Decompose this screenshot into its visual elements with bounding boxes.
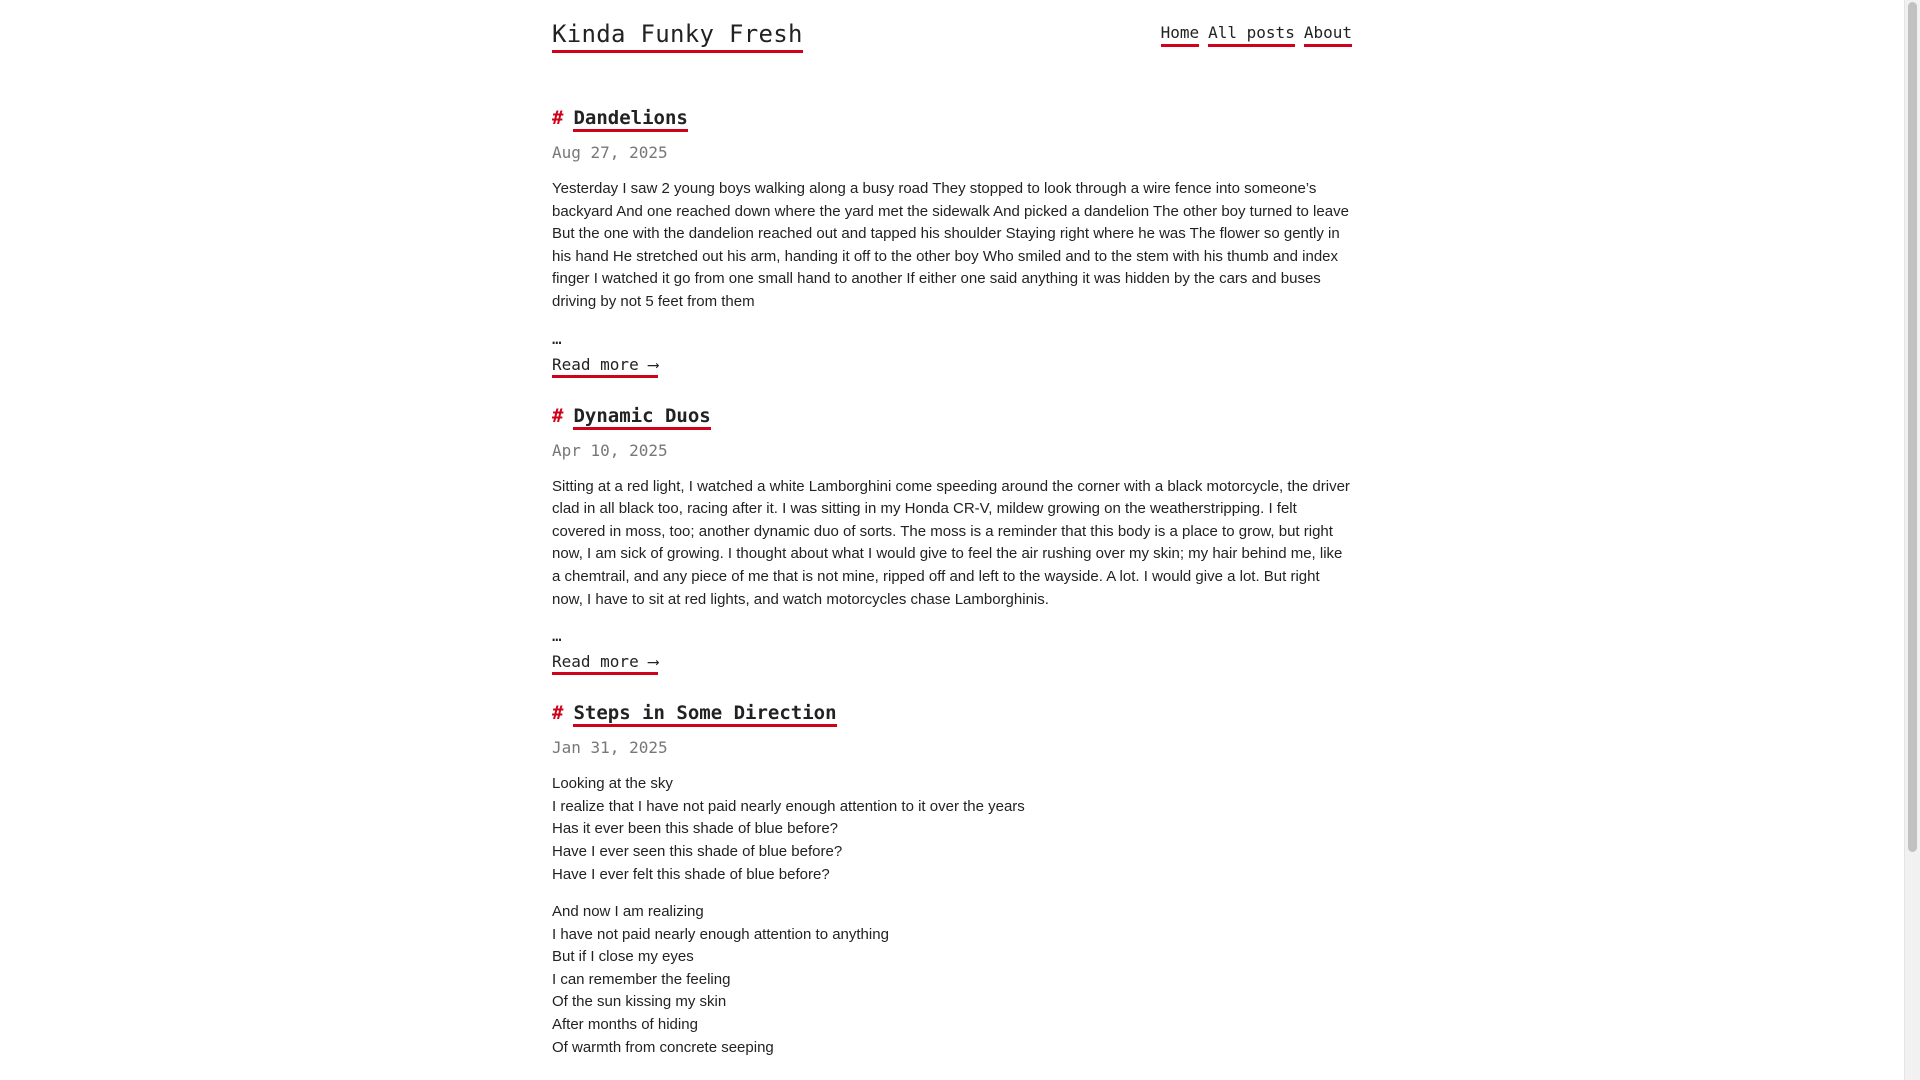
post-excerpt	[552, 773, 1352, 1059]
post-date: Aug 27, 2025	[552, 143, 668, 162]
poem-line: Have I ever seen this shade of blue before?	[552, 842, 843, 860]
nav-home-link[interactable]: Home	[1161, 22, 1200, 47]
heading-hash-marker: #	[552, 404, 564, 427]
poem-line: Have I ever felt this shade of blue before?	[552, 865, 830, 883]
post-excerpt	[552, 476, 1352, 612]
post-title-link[interactable]: Dandelions	[573, 107, 687, 132]
page-container	[552, 0, 1352, 1080]
site-title-link[interactable]: Kinda Funky Fresh	[552, 18, 803, 53]
poem-line: Looking at the sky	[552, 775, 673, 793]
post-dandelions	[552, 104, 1352, 378]
post-title	[552, 402, 1352, 430]
post-steps-in-some-direction	[552, 699, 1352, 1059]
poem-line: Of the sun kissing my skin	[552, 993, 727, 1011]
poem-line: I can remember the feeling	[552, 970, 731, 988]
post-paragraph: Yesterday I saw 2 young boys walking along a busy road They stopped to look through a wire fence into someone’s backyard And one reached down where the yard met the sidewalk And picked a dandelion The other boy turned to leave But the one with the dandelion reached out and tapped his shoulder Staying right where he was The flower so gently in his hand He stretched out his arm, handing it off to the other boy Who smiled and to the stem with his thumb and index finger I watched it go from one small hand to another If either one said anything it was hidden by the cars and buses driving by not 5 feet from them	[552, 180, 1349, 310]
excerpt-ellipsis: …	[552, 626, 562, 646]
post-dynamic-duos	[552, 402, 1352, 676]
post-stanza	[552, 901, 1352, 1059]
nav-all-posts-link[interactable]: All posts	[1208, 22, 1295, 47]
heading-hash-marker: #	[552, 702, 564, 725]
post-excerpt	[552, 178, 1352, 314]
read-more-link[interactable]: Read more ⟶	[552, 355, 658, 378]
poem-line: But if I close my eyes	[552, 948, 694, 966]
poem-line: Has it ever been this shade of blue before?	[552, 820, 839, 838]
poem-line: And now I am realizing	[552, 903, 704, 921]
heading-hash-marker: #	[552, 107, 564, 129]
scrollbar-thumb[interactable]	[1908, 2, 1917, 852]
post-stanza	[552, 773, 1352, 886]
main-nav	[1161, 22, 1352, 47]
post-title-link[interactable]: Dynamic Duos	[573, 405, 710, 430]
read-more-link[interactable]: Read more ⟶	[552, 652, 658, 675]
post-title	[552, 699, 1352, 727]
post-date: Jan 31, 2025	[552, 738, 668, 758]
poem-line: After months of hiding	[552, 1016, 698, 1034]
poem-line: I realize that I have not paid nearly enough attention to it over the years	[552, 797, 1025, 815]
post-paragraph: Sitting at a red light, I watched a white Lamborghini come speeding around the corner with a black motorcycle, the driver clad in all black too, racing after it. I was sitting in my Honda CR-V, mildew growing on the weatherstripping. I felt covered in moss, too; another dynamic duo of sorts. The moss is a reminder that this body is a place to grow, but right now, I am sick of growing. I thought about what I would give to feel the air rushing over my skin; my hair behind me, like a chemtrail, and any piece of me that is not mine, ripped off and left to the wayside. A lot. I would give a lot. But right now, I have to sit at red lights, and watch motorcycles chase Lamborghinis.	[552, 477, 1350, 608]
post-title	[552, 104, 1352, 132]
site-header	[552, 0, 1352, 54]
nav-about-link[interactable]: About	[1304, 22, 1352, 47]
post-date: Apr 10, 2025	[552, 440, 668, 460]
poem-line: Of warmth from concrete seeping	[552, 1038, 774, 1056]
vertical-scrollbar[interactable]	[1904, 0, 1920, 1080]
excerpt-ellipsis: …	[552, 328, 562, 348]
poem-line: I have not paid nearly enough attention to anything	[552, 925, 889, 943]
post-title-link[interactable]: Steps in Some Direction	[573, 702, 836, 727]
